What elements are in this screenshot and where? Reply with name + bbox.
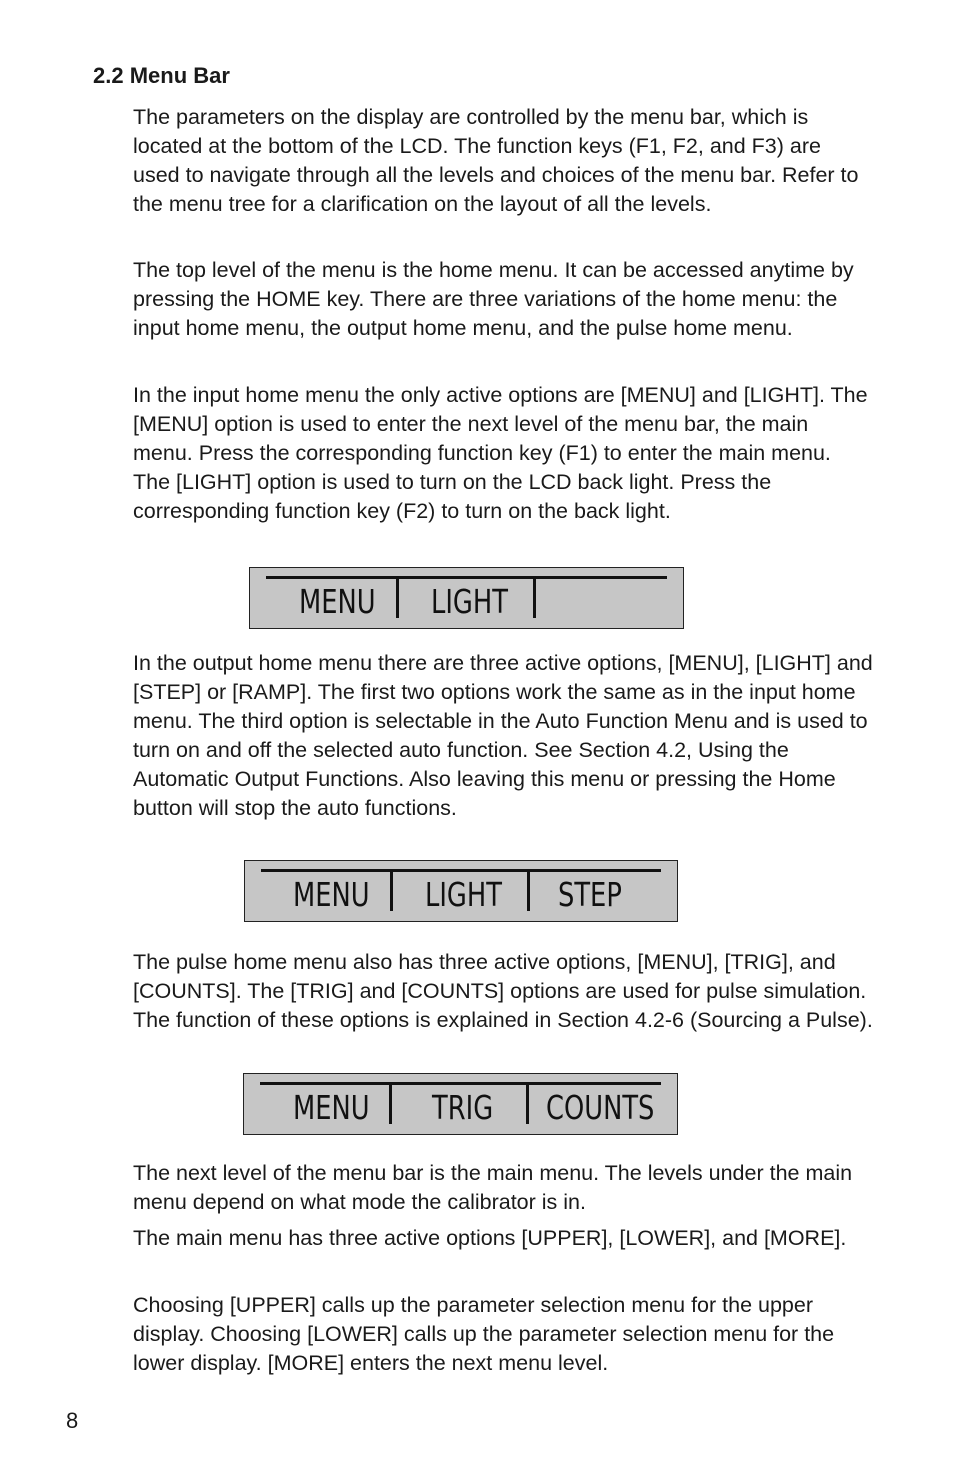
lcd-key-f2: TRIG	[432, 1088, 494, 1127]
paragraph-main-menu-options: The main menu has three active options [UPPER], [LOWER], and [MORE].	[133, 1226, 847, 1250]
paragraph-input-home-menu: In the input home menu the only active options are [MENU] and [LIGHT]. The [MENU] option is used to enter the next level of the menu bar, the main menu. Press the corresponding function key (F1) to enter the main menu. The [LIGHT] option is used to turn on the LCD back light. Press the corresponding function key (F2) to turn on the back light.	[133, 383, 868, 523]
lcd-input-home-menu	[249, 567, 684, 629]
lcd-key-f2: LIGHT	[425, 875, 502, 914]
lcd-key-f2: LIGHT	[431, 582, 508, 621]
lcd-separator	[390, 871, 393, 911]
paragraph-home-menu: The top level of the menu is the home menu. It can be accessed anytime by pressing the HOME key. There are three variations of the home menu: the input home menu, the output home menu, and the pulse home menu.	[133, 258, 854, 340]
section-heading: 2.2 Menu Bar	[93, 63, 230, 88]
paragraph-menu-bar-intro: The parameters on the display are controlled by the menu bar, which is located at the bottom of the LCD. The function keys (F1, F2, and F3) are used to navigate through all the levels and choices of the menu bar. Refer to the menu tree for a clarification on the layout of all the levels.	[133, 105, 859, 216]
lcd-pulse-home-menu	[243, 1073, 678, 1135]
paragraph-pulse-home-menu: The pulse home menu also has three active options, [MENU], [TRIG], and [COUNTS]. The [TRIG] and [COUNTS] options are used for pulse simulation. The function of these options is explained in Section 4.2-6 (Sourcing a Pulse).	[133, 950, 873, 1032]
lcd-key-f1: MENU	[293, 1088, 370, 1127]
lcd-output-home-menu	[244, 860, 678, 922]
lcd-key-f3: COUNTS	[546, 1088, 655, 1127]
lcd-top-line	[261, 869, 661, 872]
paragraph-main-menu: The next level of the menu bar is the main menu. The levels under the main menu depend on what mode the calibrator is in.	[133, 1161, 853, 1214]
lcd-key-f1: MENU	[299, 582, 376, 621]
lcd-separator	[396, 578, 399, 618]
lcd-top-line	[260, 1082, 661, 1085]
lcd-key-f1: MENU	[293, 875, 370, 914]
lcd-separator	[526, 1084, 529, 1124]
paragraph-output-home-menu: In the output home menu there are three active options, [MENU], [LIGHT] and [STEP] or [RAMP]. The first two options work the same as in the input home menu. The third option is selectable in the Auto Function Menu and is used to turn on and off the selected auto function. See Section 4.2, Using the Automatic Output Functions. Also leaving this menu or pressing the Home button will stop the auto functions.	[133, 651, 873, 820]
page-number: 8	[66, 1408, 79, 1433]
paragraph-upper-lower-more: Choosing [UPPER] calls up the parameter selection menu for the upper display. Choosing [LOWER] calls up the parameter selection menu for the lower display. [MORE] enters the next menu level.	[133, 1293, 835, 1375]
lcd-separator	[389, 1084, 392, 1124]
lcd-key-f3: STEP	[558, 875, 622, 914]
lcd-top-line	[266, 576, 667, 579]
lcd-separator	[533, 578, 536, 618]
lcd-separator	[527, 871, 530, 911]
